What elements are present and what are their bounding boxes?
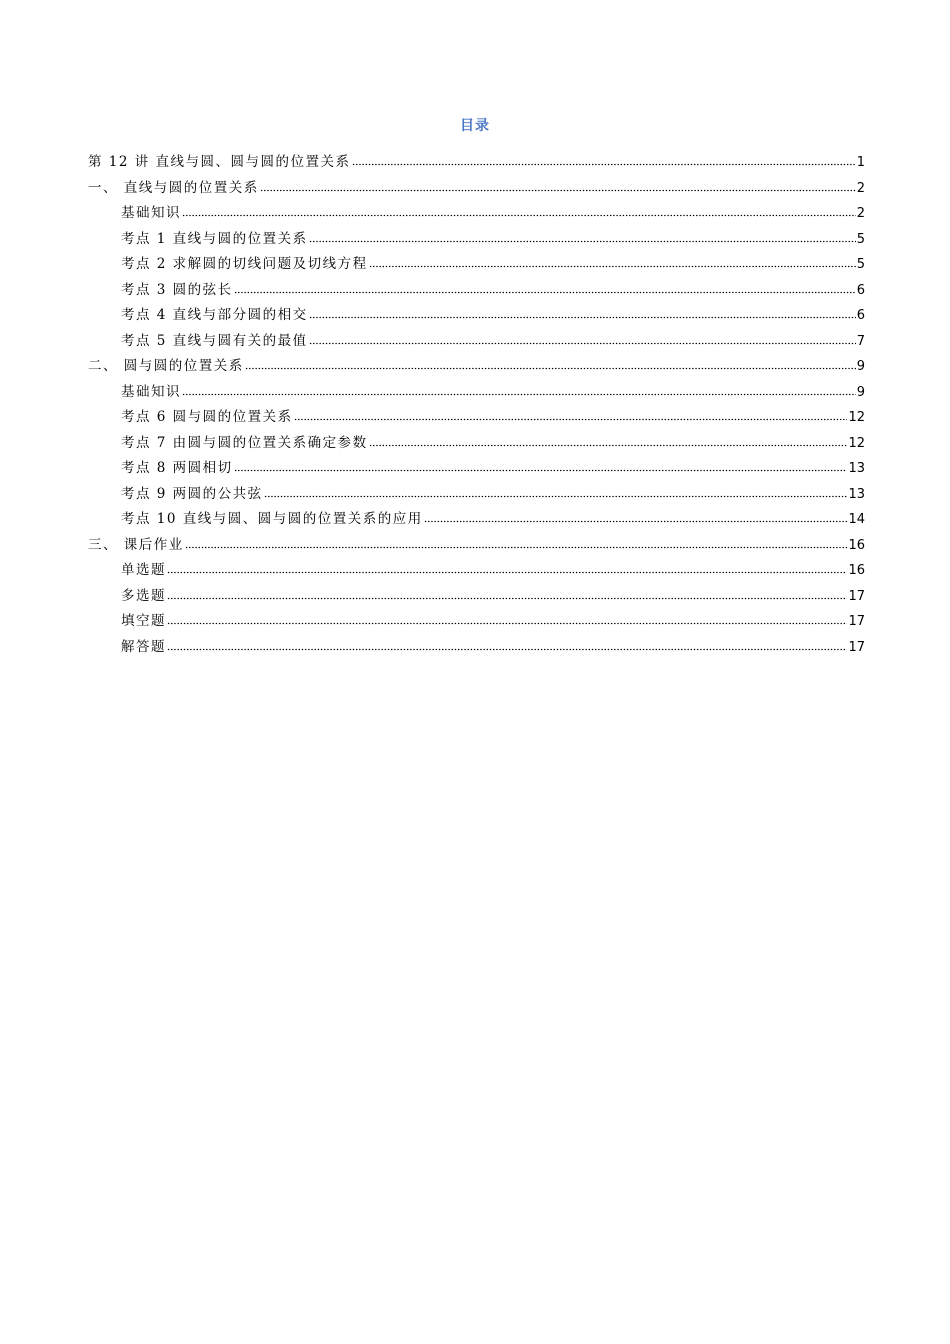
toc-entry-page: 17 [848, 588, 865, 604]
toc-entry-basics-1[interactable] [88, 201, 865, 227]
toc-entry-page: 9 [856, 359, 865, 374]
toc-entry-label: 考点 4 直线与部分圆的相交 [121, 307, 308, 323]
toc-entry-page: 12 [848, 435, 865, 451]
dot-leader [260, 180, 856, 192]
toc-entry-section-1[interactable] [88, 176, 865, 202]
toc-entry-page: 13 [848, 486, 865, 502]
toc-entry-point-7[interactable] [88, 431, 865, 457]
toc-entry-point-10[interactable] [88, 507, 865, 533]
toc-entry-label: 多选题 [121, 587, 166, 604]
toc-entry-point-2[interactable] [88, 252, 865, 278]
toc-entry-page: 6 [856, 282, 865, 298]
toc-entry-page: 17 [848, 614, 865, 629]
toc-entry-label: 单选题 [121, 562, 166, 578]
toc-entry-page: 2 [856, 206, 865, 221]
toc-entry-label: 基础知识 [121, 383, 181, 400]
toc-entry-label: 考点 8 两圆相切 [121, 460, 233, 476]
toc-entry-point-5[interactable] [88, 329, 865, 355]
dot-leader [424, 511, 848, 523]
dot-leader [167, 613, 847, 625]
dot-leader [167, 588, 847, 600]
toc-entry-page: 14 [848, 512, 865, 527]
dot-leader [167, 639, 847, 651]
toc-entry-label: 考点 3 圆的弦长 [121, 281, 233, 298]
toc-entry-label: 三、 课后作业 [88, 536, 184, 553]
toc-entry-page: 5 [856, 231, 865, 247]
toc-entry-label: 考点 2 求解圆的切线问题及切线方程 [121, 256, 368, 272]
toc-entry-answer-questions[interactable] [88, 635, 865, 661]
toc-entry-page: 12 [848, 410, 865, 425]
toc-entry-page: 9 [856, 384, 865, 400]
toc-entry-label: 解答题 [121, 638, 166, 655]
dot-leader [245, 358, 856, 370]
toc-entry-page: 6 [856, 308, 865, 323]
toc-entry-section-2[interactable] [88, 354, 865, 380]
toc-entry-label: 二、 圆与圆的位置关系 [88, 358, 244, 374]
dot-leader [369, 256, 856, 268]
dot-leader [167, 562, 847, 574]
toc-entry-fill-blank[interactable] [88, 609, 865, 635]
toc-entry-page: 17 [848, 639, 865, 655]
dot-leader [294, 409, 848, 421]
toc-entry-label: 填空题 [121, 613, 166, 629]
dot-leader [309, 307, 856, 319]
toc-title: 目录 [460, 118, 490, 134]
dot-leader [352, 154, 856, 166]
toc-entry-page: 5 [856, 257, 865, 272]
dot-leader [234, 282, 856, 294]
toc-entry-page: 16 [848, 537, 865, 553]
toc-entry-page: 7 [856, 333, 865, 349]
toc-entry-page: 1 [856, 155, 865, 170]
toc-entry-point-3[interactable] [88, 278, 865, 304]
toc-entry-multi-choice[interactable] [88, 584, 865, 610]
toc-entry-basics-2[interactable] [88, 380, 865, 406]
dot-leader [182, 384, 856, 396]
toc-entry-page: 13 [848, 461, 865, 476]
toc-entry-label: 考点 7 由圆与圆的位置关系确定参数 [121, 434, 368, 451]
toc-entry-label: 考点 9 两圆的公共弦 [121, 485, 263, 502]
dot-leader [264, 486, 848, 498]
toc-entry-section-3[interactable] [88, 533, 865, 559]
toc-entry-point-6[interactable] [88, 405, 865, 431]
toc-entry-label: 基础知识 [121, 205, 181, 221]
toc-entry-label: 一、 直线与圆的位置关系 [88, 179, 259, 196]
toc-entry-point-9[interactable] [88, 482, 865, 508]
dot-leader [185, 537, 848, 549]
dot-leader [309, 333, 856, 345]
toc-entry-lecture-12[interactable] [88, 150, 865, 176]
toc-entry-point-4[interactable] [88, 303, 865, 329]
dot-leader [369, 435, 848, 447]
dot-leader [309, 231, 856, 243]
toc-entry-point-1[interactable] [88, 227, 865, 253]
toc-entry-label: 第 12 讲 直线与圆、圆与圆的位置关系 [88, 154, 351, 170]
dot-leader [182, 205, 856, 217]
toc-entry-page: 16 [848, 563, 865, 578]
toc-entry-point-8[interactable] [88, 456, 865, 482]
toc-entry-label: 考点 1 直线与圆的位置关系 [121, 230, 308, 247]
toc-entry-single-choice[interactable] [88, 558, 865, 584]
toc-list [88, 150, 865, 660]
dot-leader [234, 460, 848, 472]
toc-entry-label: 考点 10 直线与圆、圆与圆的位置关系的应用 [121, 511, 423, 527]
toc-entry-page: 2 [856, 180, 865, 196]
toc-entry-label: 考点 6 圆与圆的位置关系 [121, 409, 293, 425]
toc-entry-label: 考点 5 直线与圆有关的最值 [121, 332, 308, 349]
